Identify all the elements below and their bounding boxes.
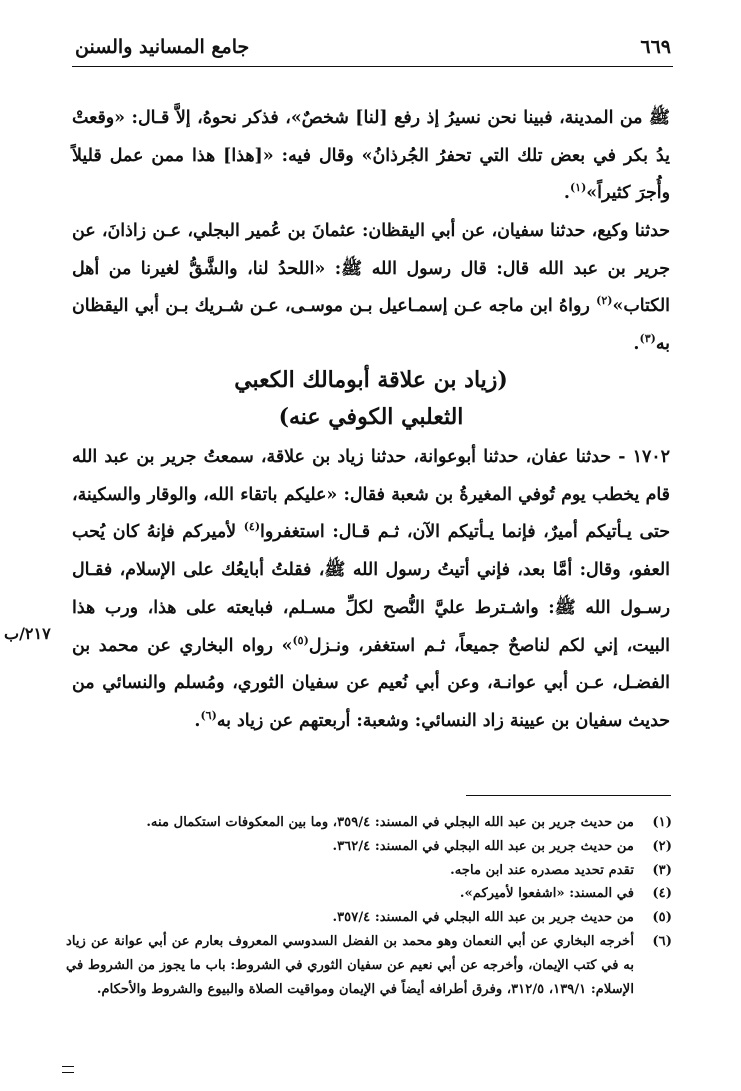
- footnote-number: (٦): [652, 933, 672, 949]
- running-header: [75, 30, 671, 64]
- footnote-text: من حديث جرير بن عبد الله البجلي في المسند: ٣٥٩/٤، وما بين المعكوفات استكمال منه.: [146, 815, 634, 830]
- footnote-separator: [466, 795, 671, 796]
- footnote-text: من حديث جرير بن عبد الله البجلي في المسند: ٣٥٧/٤.: [332, 910, 634, 926]
- paragraph-3-text-c: » رواه البخاري عن محمد بن الفضـل، عـن أبي عوانـة، وعن أبي نُعيم عن سفيان الثوري، ومُسلم والنسائي من حديث سفيان بن عيينة زاد النسائي: وشعبة: أربعتهم عن زياد به: [72, 635, 670, 731]
- footnote-number: (٣): [652, 862, 672, 878]
- section-heading-line-1: (زياد بن علاقة أبومالك الكعبي: [234, 367, 508, 393]
- header-rule: [72, 66, 673, 67]
- paragraph-3-end: .: [194, 710, 201, 731]
- paragraph-2: [72, 213, 670, 364]
- footnote-ref-5[interactable]: (٥): [292, 633, 309, 647]
- paragraph-1: [72, 100, 670, 213]
- book-title: جامع المسانيد والسنن: [75, 36, 250, 58]
- page-end-mark: [62, 1066, 74, 1073]
- footnote: [66, 906, 672, 930]
- footnote-number: (٤): [652, 886, 672, 902]
- footnote: [66, 859, 672, 883]
- paragraph-1-end: .: [563, 183, 570, 204]
- footnote-ref-3[interactable]: (٣): [639, 332, 656, 346]
- section-heading-line-2: الثعلبي الكوفي عنه): [278, 404, 464, 430]
- footnote-text: من حديث جرير بن عبد الله البجلي في المسند: ٣٦٢/٤.: [332, 838, 634, 854]
- paragraph-2-text-a: حدثنا وكيع، حدثنا سفيان، عن أبي اليقظان: عثمانَ بن عُمير البجلي، عـن زاذانَ، عن جرير بن عبد الله قال: قال رسول الله ﷺ: «اللحدُ لنا، والشَّقُّ لغيرنا من أهل الكتاب»: [72, 221, 670, 317]
- footnote-text: في المسند: «اشفعوا لأميركم».: [459, 886, 634, 902]
- footnote-number: (١): [652, 815, 672, 830]
- footnote-number: (٥): [652, 910, 672, 926]
- footnote-ref-4[interactable]: (٤): [243, 520, 261, 534]
- footnote: [66, 835, 672, 859]
- page-number: ٦٦٩: [640, 36, 671, 58]
- footnotes: [66, 811, 672, 1001]
- footnote: [66, 882, 672, 906]
- manuscript-folio-note: ٢١٧/ب: [4, 624, 51, 643]
- footnote-ref-2[interactable]: (٢): [596, 294, 613, 308]
- paragraph-2-text-b: رواهُ ابن ماجه عـن إسمـاعيل بـن موسـى، عـن شـريك بـن أبي اليقظان به: [72, 296, 670, 355]
- footnote-ref-6[interactable]: (٦): [200, 709, 217, 723]
- paragraph-hadith-1702: [72, 439, 670, 741]
- footnote-ref-1[interactable]: (١): [569, 181, 587, 195]
- footnote: [66, 930, 672, 1001]
- footnote-text: تقدم تحديد مصدره عند ابن ماجه.: [450, 862, 634, 878]
- paragraph-2-end: .: [633, 334, 640, 355]
- paragraph-3-text-a: ١٧٠٢ - حدثنا عفان، حدثنا أبوعوانة، حدثنا زياد بن علاقة، سمعتُ جرير بن عبد الله قام يخطب يوم تُوفي المغيرةُ بن شعبة فقال: «عليكم باتقاء الله، والوقار والسكينة، حتى يـأتيكم أميرٌ، فإنما يـأتيكم الآن، ثـم قـال: استغفروا: [72, 447, 670, 543]
- footnote: [66, 811, 672, 835]
- paragraph-3-text-b: لأميركم فإنهُ كان يُحب العفو، وقال: أمَّا بعد، فإني أتيتُ رسول الله ﷺ، فقلتُ أبايعُك على الإسلام، فقـال رسـول الله ﷺ: واشـترط عليَّ النُّصح لكلِّ مسـلم، فبايعته على هذا، ورب هذا البيت، إني لكم لناصحٌ جميعاً، ثـم استغفر، ونـزل: [72, 522, 670, 656]
- paragraph-1-text: ﷺ من المدينة، فبينا نحن نسيرُ إذ رفع [لنا] شخصٌ»، فذكر نحوهُ، إلاَّ قـال: «وقعتْ يدُ بكر في بعض تلك التي تحفرُ الجُرذانُ» وقال فيه: «[هذا] هذا ممن عمل قليلاً وأُجرَ كثيراً»: [72, 108, 670, 204]
- footnote-number: (٢): [652, 838, 672, 854]
- footnote-text: أخرجه البخاري عن أبي النعمان وهو محمد بن الفضل السدوسي المعروف بعارم عن أبي عوانة عن زياد به في كتب الإيمان، وأخرجه عن أبي نعيم عن سفيان الثوري في الشروط: باب ما يجوز من الشروط في الإسلام: ١٣٩/١، ٣١٢/٥، وفرق أطرافه أيضاً في الإيمان ومواقيت الصلاة والبيوع والشروط والأحكام.: [66, 933, 634, 997]
